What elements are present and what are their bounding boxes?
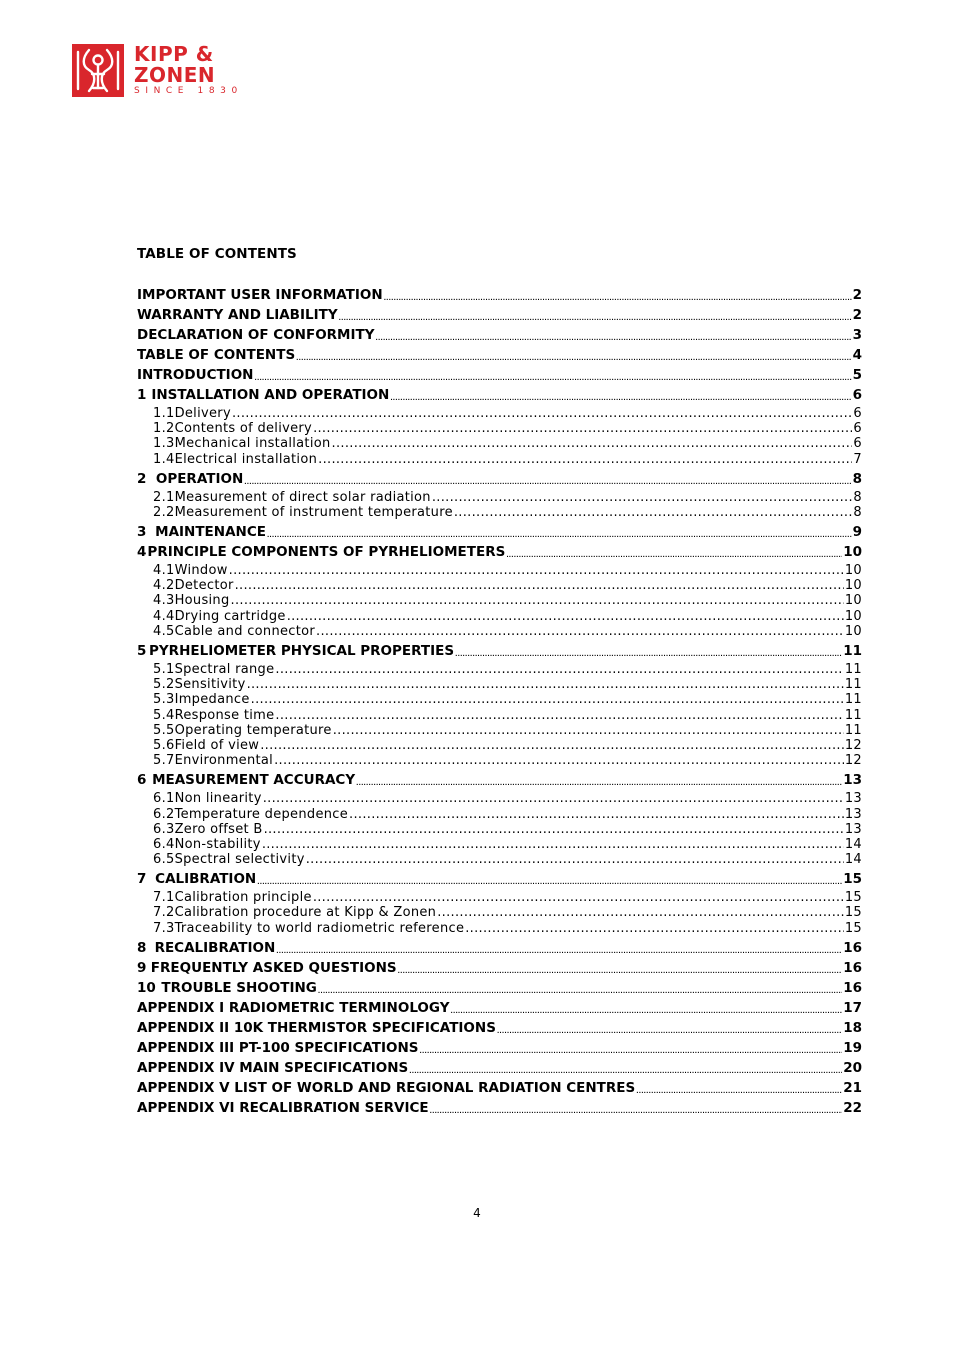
toc-entry-number: 6.5 xyxy=(153,852,175,868)
toc-dot-leader xyxy=(349,807,844,822)
toc-entry-number: 2 xyxy=(137,470,147,487)
toc-dot-leader xyxy=(232,406,852,421)
toc-entry-number: 5.6 xyxy=(153,737,175,753)
toc-entry-number: 1.4 xyxy=(153,451,175,467)
toc-entry-sub[interactable] xyxy=(137,563,862,578)
toc-entry-sub[interactable] xyxy=(137,708,862,723)
toc-entry-page: 15 xyxy=(844,905,862,921)
toc-dot-leader xyxy=(465,921,844,936)
toc-entry-major[interactable] xyxy=(137,998,862,1018)
toc-entry-page: 11 xyxy=(844,722,862,738)
toc-entry-page: 11 xyxy=(843,643,862,660)
toc-dot-leader xyxy=(339,313,852,325)
toc-entry-page: 13 xyxy=(843,772,862,789)
toc-entry-number: 4.5 xyxy=(153,623,175,639)
page-number: 4 xyxy=(473,1206,481,1220)
toc-entry-number: 7.1 xyxy=(153,890,175,906)
toc-entry-page: 2 xyxy=(852,287,862,303)
kipp-zonen-logo xyxy=(72,44,248,100)
toc-entry-page: 5 xyxy=(852,367,862,383)
toc-entry-major[interactable] xyxy=(137,385,862,405)
toc-entry-label: APPENDIX IV MAIN SPECIFICATIONS xyxy=(137,1059,409,1076)
toc-entry-sub[interactable] xyxy=(137,807,862,822)
toc-entry-label: PRINCIPLE COMPONENTS OF PYRHELIOMETERS xyxy=(147,544,506,561)
toc-entry-label: Response time xyxy=(174,707,275,723)
toc-entry-label: FREQUENTLY ASKED QUESTIONS xyxy=(150,959,397,976)
toc-entry-page: 6 xyxy=(853,436,862,452)
toc-entry-sub[interactable] xyxy=(137,421,862,436)
toc-entry-label: Mechanical installation xyxy=(174,436,331,452)
toc-entry-number: 6.4 xyxy=(153,836,175,852)
toc-entry-page: 11 xyxy=(844,662,862,678)
toc-dot-leader xyxy=(254,373,851,385)
toc-entry-label: RECALIBRATION xyxy=(154,939,276,956)
toc-entry-page: 6 xyxy=(853,405,862,421)
toc-entry-major[interactable] xyxy=(137,325,862,345)
toc-dot-leader xyxy=(274,753,844,768)
toc-entry-label: Environmental xyxy=(174,753,274,769)
toc-entry-label: Spectral selectivity xyxy=(174,852,305,868)
toc-entry-number: 10 xyxy=(137,979,156,996)
toc-entry-sub[interactable] xyxy=(137,723,862,738)
toc-entry-sub[interactable] xyxy=(137,609,862,624)
toc-entry-label: INSTALLATION AND OPERATION xyxy=(151,387,390,403)
toc-entry-label: Detector xyxy=(174,578,234,594)
toc-dot-leader xyxy=(229,563,844,578)
toc-entry-major[interactable] xyxy=(137,1078,862,1098)
toc-dot-leader xyxy=(430,1106,843,1118)
toc-entry-sub[interactable] xyxy=(137,822,862,837)
toc-entry-sub[interactable] xyxy=(137,624,862,639)
toc-entry-number: 8 xyxy=(137,939,147,956)
toc-entry-label: Contents of delivery xyxy=(174,421,313,437)
toc-entry-major[interactable] xyxy=(137,1098,862,1118)
toc-entry-sub[interactable] xyxy=(137,406,862,421)
toc-dot-leader xyxy=(276,946,842,958)
toc-entry-sub[interactable] xyxy=(137,578,862,593)
toc-entry-page: 4 xyxy=(852,347,862,363)
toc-dot-leader xyxy=(318,452,852,467)
logo-since: SINCE 1830 xyxy=(134,86,243,96)
toc-dot-leader xyxy=(333,723,844,738)
toc-entry-label: TABLE OF CONTENTS xyxy=(137,347,296,363)
toc-entry-sub[interactable] xyxy=(137,890,862,905)
toc-dot-leader xyxy=(384,293,852,305)
toc-entry-label: APPENDIX II 10K THERMISTOR SPECIFICATIONS xyxy=(137,1019,496,1036)
toc-dot-leader xyxy=(260,738,844,753)
toc-entry-label: Measurement of instrument temperature xyxy=(174,504,453,520)
toc-dot-leader xyxy=(262,837,844,852)
toc-dot-leader xyxy=(263,791,844,806)
toc-entry-page: 7 xyxy=(853,451,862,467)
toc-dot-leader xyxy=(420,1046,843,1058)
toc-dot-leader xyxy=(306,852,844,867)
toc-entry-label: Electrical installation xyxy=(174,451,318,467)
toc-entry-label: Non-stability xyxy=(174,836,261,852)
toc-entry-label: APPENDIX VI RECALIBRATION SERVICE xyxy=(137,1099,429,1116)
toc-entry-major[interactable] xyxy=(137,305,862,325)
toc-entry-sub[interactable] xyxy=(137,921,862,936)
toc-dot-leader xyxy=(454,505,853,520)
toc-entry-number: 5.3 xyxy=(153,692,175,708)
toc-entry-label: IMPORTANT USER INFORMATION xyxy=(137,287,383,303)
toc-dot-leader xyxy=(356,778,842,790)
toc-entry-number: 1.3 xyxy=(153,436,175,452)
toc-dot-leader xyxy=(437,905,844,920)
toc-dot-leader xyxy=(313,890,844,905)
toc-entry-number: 5.5 xyxy=(153,722,175,738)
toc-entry-label: APPENDIX V LIST OF WORLD AND REGIONAL RADIATION CENTRES xyxy=(137,1079,636,1096)
toc-entry-label: MAINTENANCE xyxy=(155,524,266,541)
toc-entry-major[interactable] xyxy=(137,522,862,542)
toc-entry-number: 3 xyxy=(137,524,147,541)
toc-entry-label: APPENDIX I RADIOMETRIC TERMINOLOGY xyxy=(137,999,450,1016)
toc-entry-label: Temperature dependence xyxy=(174,806,349,822)
toc-entry-sub[interactable] xyxy=(137,662,862,677)
toc-entry-number: 4.4 xyxy=(153,608,175,624)
toc-dot-leader xyxy=(313,421,852,436)
toc-entry-number: 5 xyxy=(137,643,147,660)
toc-entry-major[interactable] xyxy=(137,1038,862,1058)
toc-entry-label: OPERATION xyxy=(155,470,244,487)
toc-entry-page: 9 xyxy=(852,524,862,541)
toc-entry-page: 19 xyxy=(843,1039,862,1056)
toc-entry-sub[interactable] xyxy=(137,692,862,707)
toc-entry-page: 18 xyxy=(843,1019,862,1036)
toc-entry-label: PYRHELIOMETER PHYSICAL PROPERTIES xyxy=(149,643,455,660)
toc-entry-page: 15 xyxy=(843,871,862,888)
toc-dot-leader xyxy=(332,436,853,451)
toc-entry-page: 13 xyxy=(844,806,862,822)
toc-entry-label: WARRANTY AND LIABILITY xyxy=(137,307,338,323)
toc-entry-number: 4 xyxy=(137,544,147,561)
toc-dot-leader xyxy=(316,624,844,639)
toc-dot-leader xyxy=(450,1006,842,1018)
toc-entry-sub[interactable] xyxy=(137,791,862,806)
toc-entry-label: APPENDIX III PT-100 SPECIFICATIONS xyxy=(137,1039,419,1056)
toc-entry-major[interactable] xyxy=(137,345,862,365)
toc-entry-major[interactable] xyxy=(137,869,862,889)
toc-entry-page: 10 xyxy=(844,563,862,579)
toc-entry-page: 10 xyxy=(844,608,862,624)
toc-entry-label: CALIBRATION xyxy=(155,871,257,888)
toc-dot-leader xyxy=(398,966,843,978)
toc-entry-sub[interactable] xyxy=(137,452,862,467)
toc-entry-label: MEASUREMENT ACCURACY xyxy=(152,772,356,789)
toc-entry-number: 4.1 xyxy=(153,563,175,579)
toc-entry-page: 16 xyxy=(843,979,862,996)
table-of-contents xyxy=(137,285,862,1118)
toc-dot-leader xyxy=(296,353,851,365)
toc-entry-label: Housing xyxy=(174,593,230,609)
toc-entry-number: 5.2 xyxy=(153,677,175,693)
toc-entry-major[interactable] xyxy=(137,641,862,661)
toc-entry-label: Zero offset B xyxy=(174,821,263,837)
toc-entry-label: Window xyxy=(174,563,228,579)
toc-entry-label: INTRODUCTION xyxy=(137,367,254,383)
toc-dot-leader xyxy=(455,649,842,661)
toc-entry-major[interactable] xyxy=(137,285,862,305)
toc-entry-label: Impedance xyxy=(174,692,250,708)
toc-dot-leader xyxy=(287,609,844,624)
toc-entry-label: Sensitivity xyxy=(174,677,246,693)
toc-entry-number: 9 xyxy=(137,959,147,976)
toc-entry-page: 6 xyxy=(852,387,862,403)
toc-entry-label: Calibration procedure at Kipp & Zonen xyxy=(174,905,437,921)
toc-entry-number: 4.2 xyxy=(153,578,175,594)
toc-entry-sub[interactable] xyxy=(137,753,862,768)
toc-entry-sub[interactable] xyxy=(137,906,862,921)
toc-dot-leader xyxy=(264,822,844,837)
toc-entry-number: 6.2 xyxy=(153,806,175,822)
toc-dot-leader xyxy=(636,1086,842,1098)
toc-entry-label: TROUBLE SHOOTING xyxy=(161,979,317,996)
toc-entry-page: 21 xyxy=(843,1079,862,1096)
toc-entry-number: 5.7 xyxy=(153,753,175,769)
toc-entry-page: 12 xyxy=(844,753,862,769)
toc-entry-major[interactable] xyxy=(137,938,862,958)
toc-entry-major[interactable] xyxy=(137,958,862,978)
toc-entry-page: 13 xyxy=(844,821,862,837)
toc-entry-page: 15 xyxy=(844,920,862,936)
toc-entry-sub[interactable] xyxy=(137,852,862,867)
toc-dot-leader xyxy=(506,550,842,562)
toc-entry-sub[interactable] xyxy=(137,594,862,609)
toc-entry-label: Delivery xyxy=(174,405,231,421)
toc-entry-major[interactable] xyxy=(137,542,862,562)
toc-entry-page: 12 xyxy=(844,737,862,753)
toc-entry-number: 2.2 xyxy=(153,504,175,520)
toc-entry-major[interactable] xyxy=(137,365,862,385)
toc-entry-label: Spectral range xyxy=(174,662,275,678)
toc-entry-page: 8 xyxy=(853,489,862,505)
toc-entry-number: 6.1 xyxy=(153,791,175,807)
toc-dot-leader xyxy=(497,1026,842,1038)
toc-entry-page: 17 xyxy=(843,999,862,1016)
toc-entry-major[interactable] xyxy=(137,1058,862,1078)
logo-line-2: ZONEN xyxy=(134,63,216,87)
toc-dot-leader xyxy=(247,677,844,692)
toc-dot-leader xyxy=(251,692,844,707)
toc-entry-page: 10 xyxy=(844,578,862,594)
toc-dot-leader xyxy=(376,333,852,345)
toc-entry-page: 8 xyxy=(852,470,862,487)
toc-entry-number: 6 xyxy=(137,772,147,789)
toc-entry-page: 13 xyxy=(844,791,862,807)
toc-entry-page: 6 xyxy=(853,421,862,437)
toc-entry-sub[interactable] xyxy=(137,738,862,753)
toc-entry-page: 14 xyxy=(844,852,862,868)
toc-entry-sub[interactable] xyxy=(137,677,862,692)
toc-dot-leader xyxy=(231,593,844,608)
toc-entry-page: 11 xyxy=(844,677,862,693)
toc-entry-label: Traceability to world radiometric reference xyxy=(174,920,465,936)
logo-line-1: KIPP & xyxy=(134,42,214,66)
toc-entry-label: Measurement of direct solar radiation xyxy=(174,489,431,505)
toc-entry-major[interactable] xyxy=(137,978,862,998)
toc-entry-major[interactable] xyxy=(137,770,862,790)
toc-entry-label: Field of view xyxy=(174,737,260,753)
toc-entry-sub[interactable] xyxy=(137,837,862,852)
toc-entry-page: 15 xyxy=(844,890,862,906)
toc-entry-number: 2.1 xyxy=(153,489,175,505)
toc-entry-number: 1.2 xyxy=(153,421,175,437)
toc-entry-page: 16 xyxy=(843,939,862,956)
toc-dot-leader xyxy=(432,490,853,505)
toc-entry-sub[interactable] xyxy=(137,436,862,451)
toc-entry-sub[interactable] xyxy=(137,505,862,520)
toc-entry-number: 5.1 xyxy=(153,662,175,678)
toc-dot-leader xyxy=(235,578,844,593)
toc-dot-leader xyxy=(267,530,852,542)
toc-entry-page: 10 xyxy=(843,544,862,561)
kipp-zonen-emblem-icon xyxy=(72,44,124,97)
toc-entry-number: 4.3 xyxy=(153,593,175,609)
toc-dot-leader xyxy=(409,1066,842,1078)
toc-dot-leader xyxy=(275,662,843,677)
toc-entry-label: Non linearity xyxy=(174,791,262,807)
toc-dot-leader xyxy=(244,477,851,489)
toc-entry-page: 10 xyxy=(844,593,862,609)
toc-entry-label: Operating temperature xyxy=(174,722,332,738)
toc-entry-sub[interactable] xyxy=(137,490,862,505)
toc-entry-label: Calibration principle xyxy=(174,890,312,906)
toc-dot-leader xyxy=(275,708,843,723)
toc-entry-number: 7 xyxy=(137,871,147,888)
toc-entry-number: 1 xyxy=(137,387,147,403)
toc-entry-page: 2 xyxy=(852,307,862,323)
toc-entry-page: 3 xyxy=(852,327,862,343)
toc-entry-page: 8 xyxy=(853,504,862,520)
toc-heading: TABLE OF CONTENTS xyxy=(137,246,297,262)
toc-entry-page: 11 xyxy=(844,707,862,723)
toc-entry-number: 6.3 xyxy=(153,821,175,837)
toc-entry-major[interactable] xyxy=(137,1018,862,1038)
toc-entry-label: Drying cartridge xyxy=(174,608,286,624)
toc-entry-label: DECLARATION OF CONFORMITY xyxy=(137,327,375,343)
toc-entry-number: 7.2 xyxy=(153,905,175,921)
toc-entry-page: 11 xyxy=(844,692,862,708)
toc-entry-page: 10 xyxy=(844,623,862,639)
toc-entry-number: 5.4 xyxy=(153,707,175,723)
toc-entry-page: 22 xyxy=(843,1099,862,1116)
toc-entry-page: 20 xyxy=(843,1059,862,1076)
toc-dot-leader xyxy=(257,877,842,889)
toc-entry-page: 14 xyxy=(844,836,862,852)
toc-entry-number: 1.1 xyxy=(153,405,175,421)
toc-entry-major[interactable] xyxy=(137,469,862,489)
toc-entry-page: 16 xyxy=(843,959,862,976)
toc-dot-leader xyxy=(390,393,851,405)
toc-dot-leader xyxy=(318,986,842,998)
toc-entry-label: Cable and connector xyxy=(174,623,316,639)
toc-entry-number: 7.3 xyxy=(153,920,175,936)
